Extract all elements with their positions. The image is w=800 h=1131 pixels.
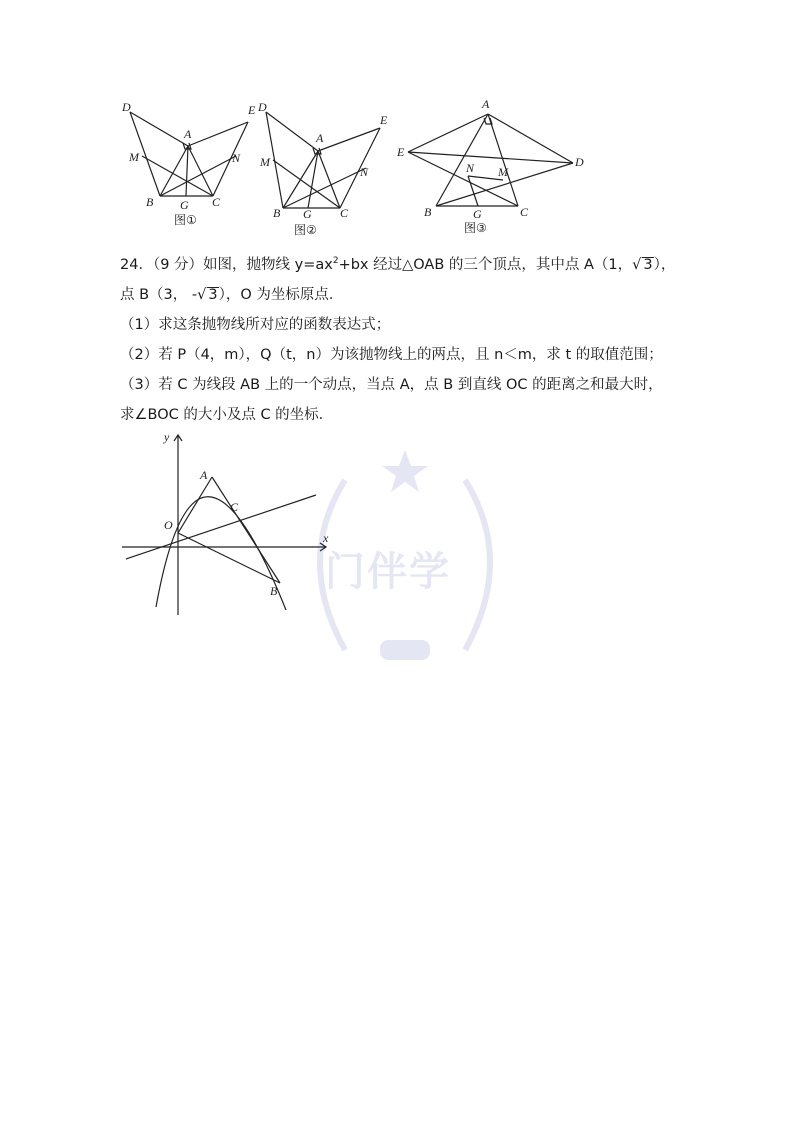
problem-header: 24．（9 分）如图，抛物线 y=ax: [120, 256, 333, 273]
sqrt-radicand-a: 3: [643, 256, 653, 273]
point-c-label: C: [230, 500, 239, 514]
problem-header-end: ），: [653, 256, 676, 273]
point-a-label: A: [200, 468, 208, 482]
figure-2: [257, 100, 388, 236]
fig3-label-e: E: [397, 145, 405, 159]
fig1-label-g: G: [180, 198, 189, 212]
fig2-label-e: E: [380, 113, 388, 127]
fig2-label-d: D: [258, 100, 267, 114]
point-b-label: B: [270, 584, 278, 598]
fig3-label-n: N: [466, 161, 475, 175]
fig1-label-e: E: [248, 103, 256, 117]
fig3-label-g: G: [473, 207, 482, 221]
fig1-label-m: M: [129, 150, 139, 164]
fig3-label-c: C: [520, 205, 529, 219]
geometry-figures: [118, 96, 598, 236]
figure-1: [121, 100, 256, 227]
fig3-label-a: A: [482, 97, 490, 111]
fig1-label-d: D: [122, 100, 131, 114]
fig2-label-n: N: [360, 165, 369, 179]
question-1: （1）求这条抛物线所对应的函数表达式；: [120, 316, 391, 333]
watermark: [285, 440, 525, 690]
problem-24: [120, 246, 700, 430]
problem-line-2: [120, 280, 700, 310]
origin-text: ），O 为坐标原点．: [218, 286, 344, 303]
segment-ab: [212, 477, 280, 583]
fig2-label-a: A: [316, 131, 324, 145]
fig1-label-b: B: [146, 195, 154, 209]
fig3-label-b: B: [424, 205, 432, 219]
fig2-label-b: B: [273, 206, 281, 220]
fig2-label-m: M: [260, 155, 270, 169]
problem-header-tail: +bx 经过△OAB 的三个顶点，其中点 A（1，: [338, 256, 633, 273]
fig2-label-g: G: [303, 207, 312, 221]
problem-header-line: [120, 246, 700, 280]
watermark-text: 门伴学: [325, 549, 451, 595]
fig1-label-c: C: [212, 195, 221, 209]
fig2-label-c: C: [340, 206, 349, 220]
figure-3: [396, 97, 584, 235]
question-3a: （3）若 C 为线段 AB 上的一个动点，当点 A，点 B 到直线 OC 的距离之和最大时，: [120, 376, 663, 393]
fig1-caption: 图①: [174, 213, 197, 227]
parabola-curve: [156, 497, 286, 610]
exponent: 2: [332, 256, 339, 266]
segment-oa: [178, 477, 212, 533]
fig3-label-d: D: [575, 155, 584, 169]
x-axis-label: x: [323, 531, 329, 545]
y-axis-label: y: [164, 430, 170, 444]
question-3b: 求∠BOC 的大小及点 C 的坐标．: [120, 406, 334, 423]
fig3-caption: 图③: [464, 221, 487, 235]
point-b-text: 点 B（3， -: [120, 286, 198, 303]
segment-ob: [178, 533, 280, 583]
sqrt-radicand-b: 3: [208, 286, 218, 303]
question-2: （2）若 P（4，m），Q（t，n）为该抛物线上的两点，且 n＜m，求 t 的取值范围；: [120, 346, 663, 363]
sqrt-symbol: √: [632, 256, 642, 273]
fig2-caption: 图②: [294, 223, 317, 236]
fig3-label-m: M: [498, 165, 508, 179]
origin-label: O: [164, 518, 173, 532]
sqrt-symbol: √: [197, 286, 207, 303]
fig1-label-a: A: [184, 127, 192, 141]
fig1-label-n: N: [232, 151, 241, 165]
